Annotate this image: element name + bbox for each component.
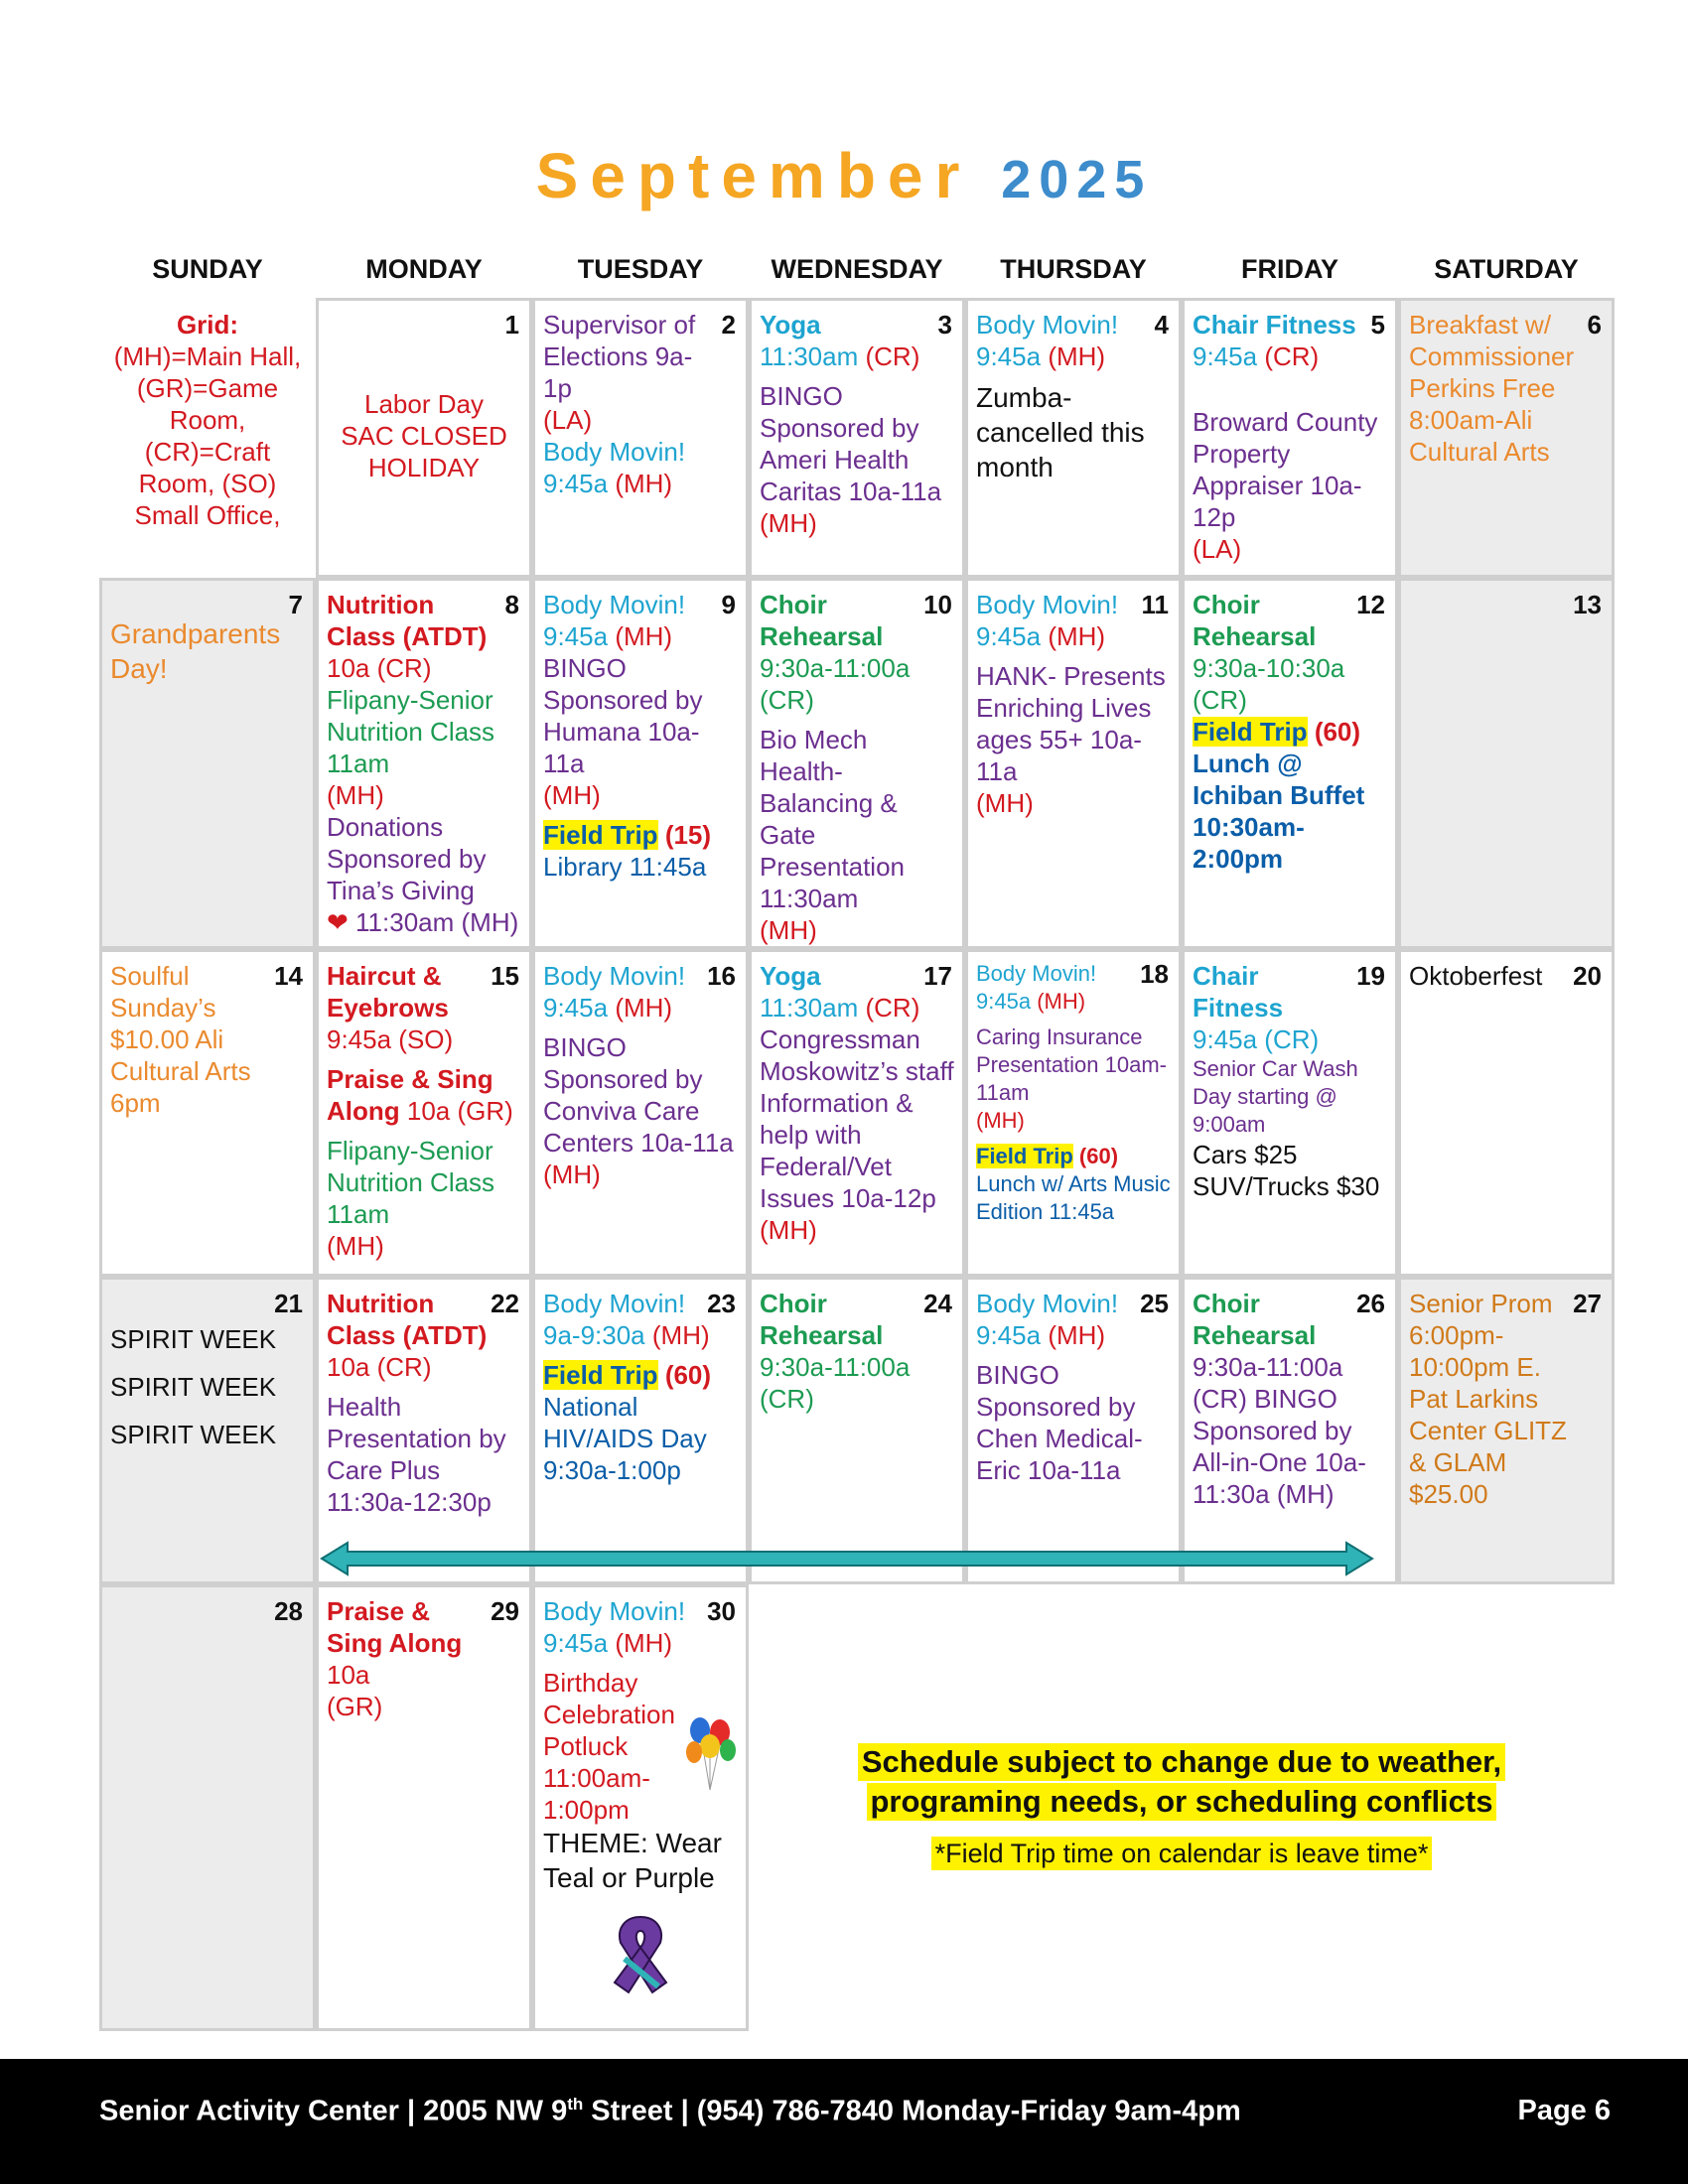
day-cell-16 [532,949,749,1277]
day-number: 5 [1367,309,1385,341]
event-text: Yoga [760,310,821,340]
event-text: SPIRIT WEEK [110,1324,277,1354]
event-text: 11:30am [760,341,859,371]
event-text: BINGO Sponsored by Humana 10a-11a [543,653,703,778]
footer-address-rest: Street | (954) 786-7840 Monday-Friday 9am-4pm [583,2095,1241,2127]
day-cell-28 [99,1584,316,2031]
day-cell-17 [749,949,965,1277]
event-text: (CR) [865,993,920,1023]
event-text: (MH) [651,1320,710,1350]
day-number: 17 [919,960,952,992]
event-text: SPIRIT WEEK [110,1420,277,1449]
event-text: Choir Rehearsal [760,590,884,651]
event-text: Body Movin! [543,1289,686,1318]
field-trip-notice [814,1837,1549,1870]
weekday-wednesday: WEDNESDAY [771,254,943,284]
day-number: 6 [1584,309,1602,341]
footer-sup: th [567,2095,584,2114]
event-text: Health Presentation by Care Plus 11:30a-12:30p [327,1392,506,1517]
weekday-saturday: SATURDAY [1434,254,1579,284]
day-number: 16 [703,960,736,992]
weekday-sunday: SUNDAY [152,254,263,284]
day-number: 28 [270,1595,303,1627]
event-text: 9:45a (SO) [327,1024,454,1054]
day-cell-10 [749,578,965,949]
event-text: Yoga [760,961,821,991]
day-cell-15 [316,949,532,1277]
field-trip-label: Field Trip [543,1360,658,1390]
event-text: Body Movin! [543,1596,686,1626]
day-number: 21 [270,1288,303,1319]
day-cell-7 [99,578,316,949]
weekday-thursday: THURSDAY [1000,254,1147,284]
event-text: Congressman Moskowitz’s staff Information & help with Federal/Vet Issues 10a-12p [760,1024,954,1213]
weekday-friday: FRIDAY [1240,254,1339,284]
day-number: 18 [1136,960,1169,988]
event-text: Broward County Property Appraiser 10a-12p [1193,407,1378,532]
day-cell-30 [532,1584,749,2031]
event-text: 9:45a [543,469,609,498]
event-text: 11:30am [760,993,859,1023]
day-cell-3 [749,298,965,578]
calendar-title [0,139,1688,212]
legend-line: (CR)=Craft Room, (SO) Small Office, [134,437,281,530]
event-text: (60) [1314,717,1361,747]
event-text: Chair Fitness [1193,310,1356,340]
day-number: 8 [501,589,519,620]
footer-bar [0,2059,1688,2184]
event-text: Birthday Celebration Potluck 11:00am-1:00pm [543,1668,675,1825]
event-text: (MH) [615,993,673,1023]
day-number: 12 [1352,589,1385,620]
day-number: 19 [1352,960,1385,992]
event-text: (60) [664,1360,712,1390]
day-cell-27 [1398,1277,1615,1584]
event-text: BINGO Sponsored by Ameri Health Caritas 10a-11a [760,381,942,506]
event-text: 10a (CR) [327,1352,432,1382]
event-text: HANK- Presents Enriching Lives ages 55+ 10a-11a [976,661,1166,786]
day-number: 27 [1569,1288,1602,1319]
day-number: 10 [919,589,952,620]
event-text: (MH) [1048,1320,1106,1350]
day-number: 23 [703,1288,736,1319]
event-text: Lunch @ Ichiban Buffet 10:30am-2:00pm [1193,749,1365,874]
event-text: (LA) [1193,534,1242,564]
day-cell-6 [1398,298,1615,578]
event-text: 9:30a-10:30a (CR) [1193,653,1345,715]
heart-icon: ❤ [327,907,349,937]
event-text: Caring Insurance Presentation 10am-11am [976,1024,1167,1105]
event-text: (MH) [327,780,384,810]
event-text: (CR) [865,341,920,371]
field-trip-label: Field Trip [543,820,658,850]
event-text: (LA) [543,405,593,435]
event-text: Choir Rehearsal [1193,590,1317,651]
spirit-week-arrow [316,1537,1378,1580]
title-year: 2025 [1001,150,1153,209]
event-text: Flipany-Senior Nutrition Class 11am [327,685,495,778]
legend-cell [99,298,316,578]
day-number: 2 [718,309,736,341]
event-text: 9:45a [976,989,1032,1014]
schedule-notice [814,1743,1549,1781]
day-number: 7 [285,589,303,620]
event-text: Oktoberfest [1409,961,1543,991]
event-text: 9:45a [976,341,1042,371]
day-cell-18 [965,949,1182,1277]
event-text: (MH) [1037,989,1086,1014]
event-text: Labor Day [364,389,484,419]
event-text: 9:30a-11:00a (CR) BINGO Sponsored by All-in-One 10a-11:30a (MH) [1193,1352,1366,1509]
event-text: (MH) [976,1108,1025,1133]
event-text: (MH) [760,508,817,538]
event-text: Breakfast w/ Commissioner Perkins Free 8:00am-Ali Cultural Arts [1409,310,1575,467]
weekday-monday: MONDAY [365,254,483,284]
event-text: Nutrition Class (ATDT) [327,1289,488,1350]
event-text: Cars $25 SUV/Trucks $30 [1193,1140,1380,1201]
event-text: (MH) [976,788,1034,818]
event-text: (MH) [327,1231,384,1261]
event-text: (MH) [1048,341,1106,371]
event-text: (15) [664,820,712,850]
day-cell-12 [1182,578,1398,949]
event-text: Zumba- cancelled this month [976,382,1145,482]
event-text: Chair Fitness [1193,961,1284,1023]
schedule-notice-2 [814,1783,1549,1821]
day-cell-1 [316,298,532,578]
day-number: 29 [487,1595,519,1627]
event-text: BINGO Sponsored by Chen Medical- Eric 10a-11a [976,1360,1143,1485]
event-text: BINGO Sponsored by Conviva Care Centers 10a-11a [543,1032,734,1158]
day-number: 25 [1136,1288,1169,1319]
event-text: (60) [1078,1144,1119,1168]
event-text: Body Movin! [543,961,686,991]
day-number: 11 [1138,589,1170,620]
event-text: 11:30am (MH) [355,907,519,937]
event-text: Praise & Sing Along [327,1596,463,1658]
event-text: HOLIDAY [367,453,481,482]
event-text: National HIV/AIDS Day 9:30a-1:00p [543,1392,707,1485]
event-text: Supervisor of Elections 9a-1p [543,310,696,403]
event-text: SAC CLOSED [341,421,507,451]
day-number: 22 [487,1288,519,1319]
event-text: Body Movin! [543,437,686,467]
notice-line: Schedule subject to change due to weather, [858,1743,1505,1781]
field-trip-label: Field Trip [1193,717,1308,747]
day-number: 30 [703,1595,736,1627]
day-cell-29 [316,1584,532,2031]
page-number: Page 6 [1517,2095,1611,2126]
event-text: Library 11:45a [543,852,707,882]
event-text: SPIRIT WEEK [110,1372,277,1402]
event-text: 9:30a-11:00a (CR) [760,1352,911,1414]
day-number: 15 [487,960,519,992]
title-month: September [535,140,972,211]
day-cell-2 [532,298,749,578]
event-text: 10a (GR) [406,1096,513,1126]
event-text: (MH) [760,915,817,945]
event-text: Lunch w/ Arts Music Edition 11:45a [976,1171,1171,1224]
event-text: (MH) [760,1215,817,1245]
day-cell-11 [965,578,1182,949]
event-text: Body Movin! [976,590,1119,619]
event-text: 9:45a (CR) [1193,1024,1320,1054]
day-cell-20 [1398,949,1615,1277]
event-text: (MH) [615,1628,673,1658]
event-text: 9:45a [543,1628,609,1658]
balloons-icon [684,1712,738,1792]
footer-address [99,2095,1241,2128]
day-number: 1 [501,309,519,341]
event-text: Choir Rehearsal [760,1289,884,1350]
event-text: Bio Mech Health- Balancing & Gate Presentation 11:30am [760,725,905,913]
event-text: Senior Car Wash Day starting @ 9:00am [1193,1056,1358,1137]
event-text: THEME: Wear Teal or Purple [543,1828,722,1893]
day-cell-14 [99,949,316,1277]
event-text: (MH) [543,780,601,810]
event-text: (MH) [1048,621,1106,651]
day-cell-4 [965,298,1182,578]
event-text: Praise & Sing Along [327,1064,493,1126]
day-number: 4 [1151,309,1169,341]
footer-address-text: Senior Activity Center | 2005 NW 9 [99,2095,568,2127]
day-cell-13 [1398,578,1615,949]
event-text: Body Movin! [976,1289,1119,1318]
day-number: 20 [1569,960,1602,992]
day-cell-21 [99,1277,316,1584]
legend-line: (GR)=Game Room, [136,373,279,435]
legend-title: Grid: [176,310,239,340]
field-trip-label: Field Trip [976,1144,1073,1168]
event-text: Body Movin! [543,590,686,619]
event-text: (MH) [615,621,673,651]
day-cell-9 [532,578,749,949]
event-text: Senior Prom 6:00pm-10:00pm E. Pat Larkins Center GLITZ & GLAM $25.00 [1409,1289,1567,1509]
event-text: (GR) [327,1692,383,1721]
notice-line: programing needs, or scheduling conflicts [867,1783,1497,1821]
event-text: Donations Sponsored by Tina’s Giving [327,812,487,905]
event-text: 9:45a [1193,341,1258,371]
event-text: Body Movin! [976,310,1119,340]
event-text: 9:45a [976,621,1042,651]
day-cell-8 [316,578,532,949]
event-text: 10a [327,1660,370,1690]
event-text: Haircut & Eyebrows [327,961,449,1023]
day-number: 14 [270,960,303,992]
event-text: 9:45a [543,993,609,1023]
day-number: 26 [1352,1288,1385,1319]
event-text: (CR) [1264,341,1320,371]
event-text: 9:45a [976,1320,1042,1350]
weekday-tuesday: TUESDAY [577,254,704,284]
event-text: Choir Rehearsal [1193,1289,1317,1350]
day-cell-19 [1182,949,1398,1277]
event-text: (MH) [615,469,673,498]
event-text: Grandparents Day! [110,618,281,684]
day-number: 13 [1569,589,1602,620]
event-text: 9:45a [543,621,609,651]
event-text: Nutrition Class (ATDT) [327,590,488,651]
event-text: 9a-9:30a [543,1320,645,1350]
event-text: 10a (CR) [327,653,432,683]
day-cell-5 [1182,298,1398,578]
day-number: 24 [919,1288,952,1319]
day-number: 3 [934,309,952,341]
event-text: Body Movin! [976,961,1097,986]
event-text: Flipany-Senior Nutrition Class 11am [327,1136,495,1229]
day-number: 9 [718,589,736,620]
event-text: Soulful Sunday’s $10.00 Ali Cultural Arts 6pm [110,961,251,1118]
event-text: 9:30a-11:00a (CR) [760,653,911,715]
legend-line: (MH)=Main Hall, [113,341,302,371]
event-text: (MH) [543,1160,601,1189]
notice-line: *Field Trip time on calendar is leave time* [931,1837,1433,1870]
awareness-ribbon-icon [595,1907,686,2002]
